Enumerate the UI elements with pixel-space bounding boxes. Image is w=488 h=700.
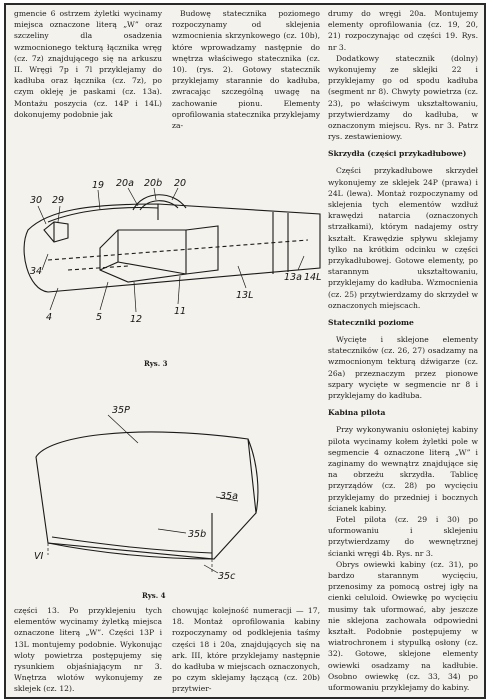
label-14l: 14L <box>304 272 322 283</box>
middle-bottom-column <box>172 605 320 695</box>
figure-rys3-fuselage-drawing <box>8 170 326 350</box>
caption-rys3: Rys. 3 <box>144 359 168 368</box>
caption-rys4: Rys. 4 <box>142 591 166 600</box>
label-20b: 20b <box>144 178 163 189</box>
label-35b: 35b <box>188 529 207 540</box>
paragraph: Budowę statecznika poziomego rozpoczynamy od sklejenia wzmocnienia skrzynkowego (cz. 10b), które wprowadzamy następnie do wnętrza właściwego statecznika (cz. 10). (rys. 2). Gotowy statecznik przyklejamy starannie do kadłuba, zwracając szczególną uwagę na zachowanie pionu. Elementy oprofilowania statecznika przyklejamy za- <box>172 9 320 131</box>
label-13a: 13a <box>284 272 302 283</box>
label-30: 30 <box>30 195 43 206</box>
label-5: 5 <box>96 312 103 323</box>
section-heading: Stateczniki poziome <box>328 318 414 328</box>
label-20: 20 <box>174 178 187 189</box>
paragraph: drumy do wręgi 20a. Montujemy elementy oprofilowania (cz. 19, 20, 21) rozpoczynając od części 19. Rys. nr 3. <box>328 9 478 52</box>
left-top-column <box>14 8 162 120</box>
label-29: 29 <box>52 195 65 206</box>
paragraph: Dodatkowy statecznik (dolny) wykonujemy ze sklejki 22 i przyklejamy go od spodu kadłuba (segment nr 8). Chwyty powietrza (cz. 23), po właściwym ukształtowaniu, przytwierdzamy do kadłuba, w oznaczonym miejscu. Rys. nr 3. Patrz rys. zestawieniowy. <box>328 53 478 142</box>
paragraph: Części przykadłubowe skrzydeł wykonujemy ze sklejek 24P (prawa) i 24L (lewa). Montaż rozpoczynamy od sklejenia tych elementów wzdłuż krawędzi natarcia (oznaczonych strzałkami), którym nadajemy ostry kształt. Krawędzie spływu sklejamy tylko na krótkim odcinku w części przykadłubowej. Gotowe elementy, po starannym ukształtowaniu, przyklejamy do kadłuba. Wzmocnienia (cz. 25) przytwierdzamy do skrzydeł w oznaczonych miejscach. <box>328 166 478 310</box>
label-34: 34 <box>30 266 43 277</box>
paragraph: chowując kolejność numeracji — 17, 18. Montaż oprofilowania kabiny rozpoczynamy od podklejenia taśmy części 18 i 20a, znajdujących się na ark. III, które przyklejamy następnie do kadłuba w miejscach oznaczonych, po czym sklejamy łączącą (cz. 20b) przytwier- <box>172 606 320 694</box>
label-35c: 35c <box>218 571 236 582</box>
left-bottom-column <box>14 605 162 695</box>
section-heading: Skrzydła (części przykadłubowe) <box>328 149 467 159</box>
label-13l: 13L <box>236 290 254 301</box>
paragraph: Wycięte i sklejone elementy stateczników (cz. 26, 27) osadzamy na wzmocnionym tekturą dźwigarze (cz. 26a) przeznaczym przez pionowe szpary wycięte w segmencie nr 8 i przyklejamy do kadłuba. <box>328 335 478 401</box>
paragraph: gmencie 6 ostrzem żyletki wycinamy miejsca oznaczone literą „W” oraz szczeliny dla osadzenia wzmocnionego tekturą łącznika wręg (cz. 7z) znajdującego się na arkuszu II. Wręgi 7p i 7l przyklejamy do kadłuba oraz łącznika (cz. 7z), po czym okleję je paskami (cz. 13a). Montażu poszycia (cz. 14P i 14L) dokonujemy podobnie jak <box>14 9 162 119</box>
label-12: 12 <box>130 314 143 325</box>
label-35p: 35P <box>112 405 130 416</box>
label-vi: VI <box>34 551 44 562</box>
magazine-page <box>4 3 486 699</box>
section-heading: Kabina pilota <box>328 408 386 418</box>
right-column <box>328 8 478 693</box>
paragraph: Obrys owiewki kabiny (cz. 31), po bardzo starannym wycięciu, przenosimy za pomocą ostrej igły na cienki celuloid. Owiewkę po wycięciu musimy tak uformować, aby jeszcze nie sklejona zachowała odpowiedni kształt. Podobnie postępujemy w wiatrochronem i stypulką osłony (cz. 32). Gotowe, sklejone elementy owiewki osadzamy na kadłubie. Osobno owiewkę (cz. 33, 34) po uformowaniu przyklejamy do kabiny. <box>328 559 478 692</box>
label-4: 4 <box>46 312 53 323</box>
label-20a: 20a <box>116 178 134 189</box>
paragraph: części 13. Po przyklejeniu tych elementów wycinamy żyletką miejsca oznaczone literą „W”. Części 13P i 13L montujemy podobnie. Wykonując wloty powietrza postępujemy się rysunkiem objaśniającym nr 3. Wnętrza wlotów wykonujemy ze sklejek (cz. 12). <box>14 606 162 694</box>
label-35a: 35a <box>220 491 238 502</box>
figure-rys4-wing-drawing <box>8 393 326 589</box>
label-11: 11 <box>174 306 187 317</box>
paragraph: Przy wykonywaniu osłoniętej kabiny pilota wycinamy kołem żyletki pole w segmencie 4 oznaczone literą „W” i zaginamy do wewnątrz znajdujące się na obrzeżu skrzydła. Tablicę przyrządów (cz. 28) po wycięciu przyklejamy do przedniej i bocznych ścianek kabiny. <box>328 425 478 513</box>
middle-top-column <box>172 8 320 131</box>
paragraph: Fotel pilota (cz. 29 i 30) po uformowaniu i sklejeniu przytwierdzamy do wewnętrznej ścianki wręgi 4b. Rys. nr 3. <box>328 514 478 558</box>
label-19: 19 <box>92 180 105 191</box>
